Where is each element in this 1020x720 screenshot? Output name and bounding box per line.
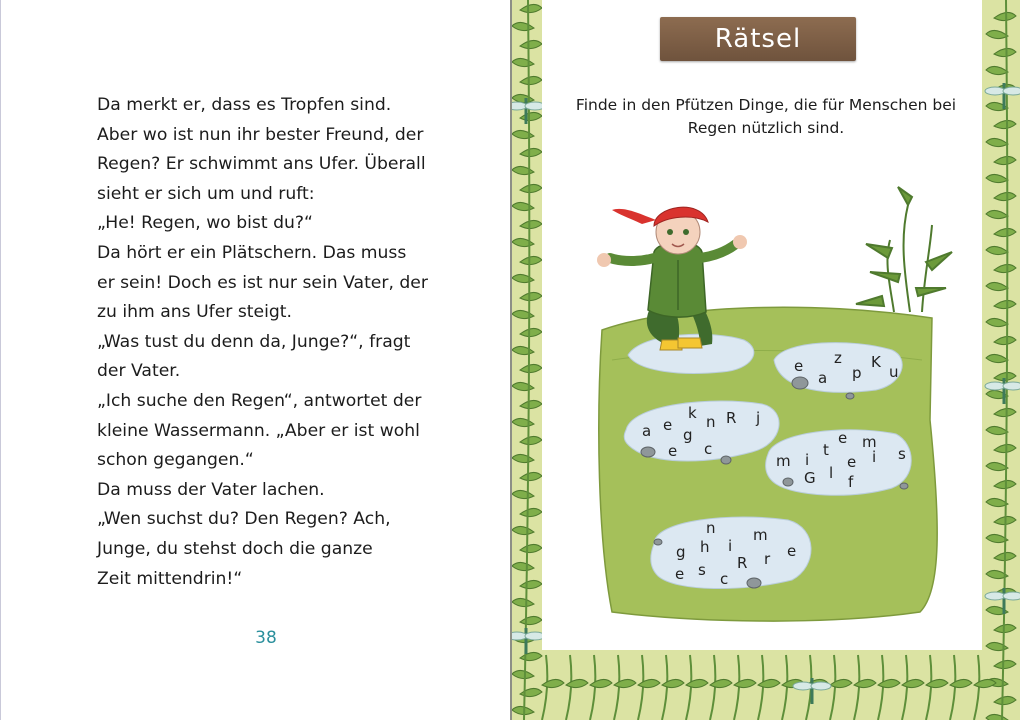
puzzle-letter: f [848, 473, 854, 491]
puzzle-letter: e [847, 453, 857, 471]
puzzle-letter: l [829, 464, 834, 482]
story-text [97, 91, 477, 594]
story-line: schon gegangen.“ [97, 450, 254, 471]
story-line: Aber wo ist nun ihr bester Freund, der [97, 124, 424, 145]
puzzle-letter: r [764, 550, 771, 568]
story-line: kleine Wassermann. „Aber er ist wohl [97, 420, 420, 441]
puzzle-letter: e [838, 429, 848, 447]
puzzle-letter: t [823, 441, 829, 459]
story-line: „Was tust du denn da, Junge?“, fragt [97, 331, 411, 352]
puzzle-letter: e [675, 565, 685, 583]
reed-plant [856, 187, 952, 312]
puzzle-letter: z [834, 349, 842, 367]
puzzle-letter: e [794, 357, 804, 375]
story-line: der Vater. [97, 361, 181, 382]
story-line: „Wen suchst du? Den Regen? Ach, [97, 509, 391, 530]
puzzle-letter: g [676, 543, 686, 561]
puzzle-letter: e [668, 442, 678, 460]
title-sign [660, 17, 856, 61]
puzzle-letter: i [728, 537, 733, 555]
puzzle-letter: e [787, 542, 797, 560]
puzzle-title: Rätsel [714, 24, 802, 54]
puzzle-letter: k [688, 404, 697, 422]
puzzle-letter: u [889, 363, 899, 381]
story-line: sieht er sich um und ruft: [97, 183, 315, 204]
puzzle-letter: j [756, 409, 761, 427]
story-line: zu ihm ans Ufer steigt. [97, 302, 292, 323]
puzzle-letter: m [776, 452, 791, 470]
puzzle-letter: G [804, 469, 816, 487]
puzzle-letter: c [720, 570, 729, 588]
puzzle-letter: n [706, 519, 716, 537]
story-line: er sein! Doch es ist nur sein Vater, der [97, 272, 428, 293]
puzzle-letter: a [642, 422, 652, 440]
puzzle-letter: a [818, 369, 828, 387]
puzzle-instruction: Finde in den Pfützen Dinge, die für Menschen bei Regen nützlich sind. [575, 96, 957, 137]
puzzle-letter: s [698, 561, 706, 579]
puzzle-letter: g [683, 426, 693, 444]
puzzle-letter: s [898, 445, 906, 463]
puzzle-letter: m [862, 433, 877, 451]
puzzle-letter: h [700, 538, 710, 556]
puzzle-letter: c [704, 440, 713, 458]
story-line: Junge, du stehst doch die ganze [97, 538, 373, 559]
story-line: Da hört er ein Plätschern. Das muss [97, 242, 407, 263]
story-line: Da muss der Vater lachen. [97, 479, 325, 500]
puzzle-letter: p [852, 364, 862, 382]
puzzle-letter: m [753, 526, 768, 544]
story-line: „He! Regen, wo bist du?“ [97, 213, 313, 234]
story-line: Regen? Er schwimmt ans Ufer. Überall [97, 154, 426, 175]
puzzle-letter: e [663, 416, 673, 434]
puzzle-letter: i [872, 448, 877, 466]
story-line: Zeit mittendrin!“ [97, 568, 243, 589]
puzzle-letter: n [706, 413, 716, 431]
right-page [512, 0, 1020, 720]
puzzle-letter: i [805, 451, 810, 469]
story-line: „Ich suche den Regen“, antwortet der [97, 390, 422, 411]
puzzle-letter: R [737, 554, 748, 572]
page-number: 38 [255, 628, 277, 648]
puzzle-letter: R [726, 409, 737, 427]
story-line: Da merkt er, dass es Tropfen sind. [97, 95, 392, 115]
puzzle-letter: K [871, 353, 881, 371]
